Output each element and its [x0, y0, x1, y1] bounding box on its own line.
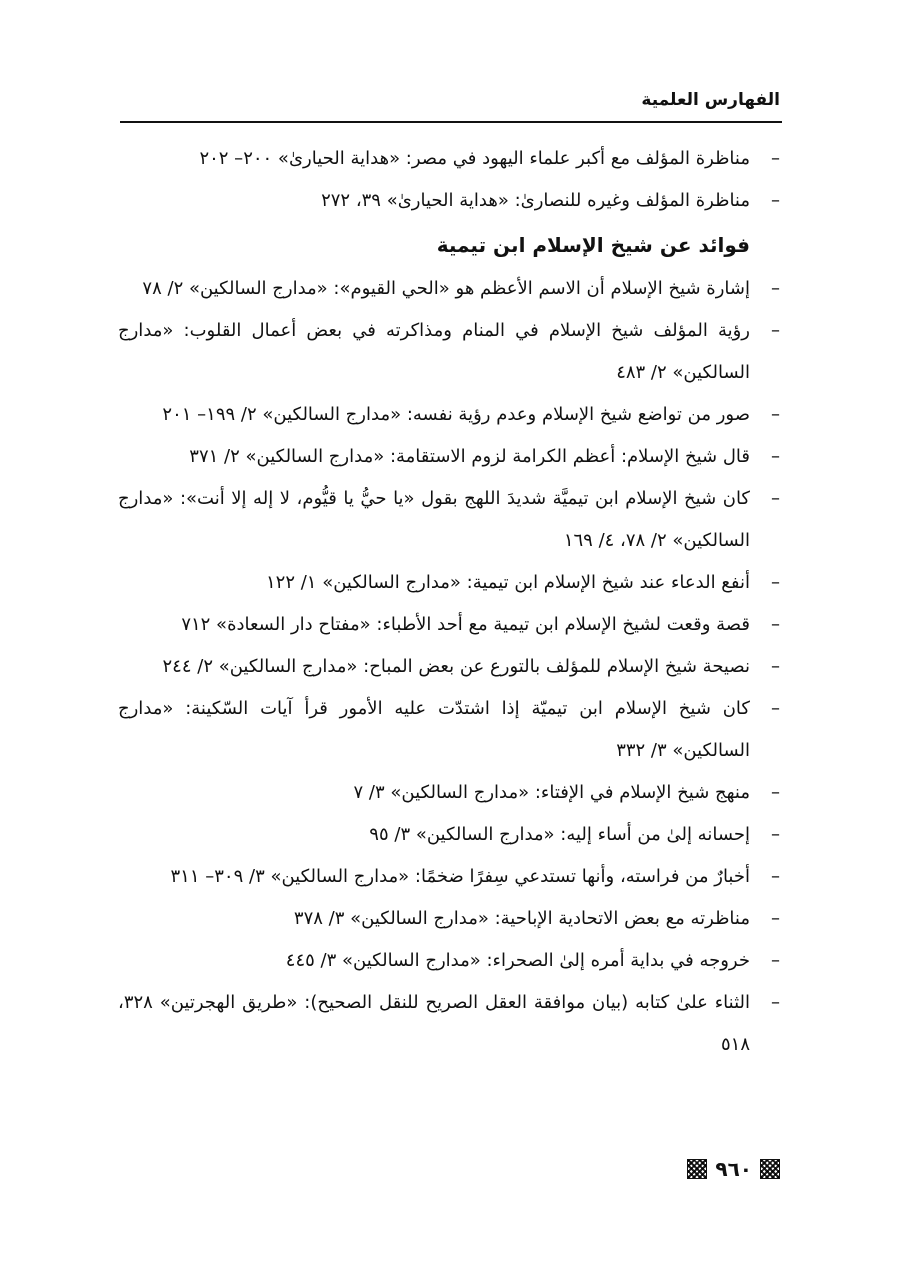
index-entry	[118, 982, 780, 1066]
entry-text: إشارة شيخ الإسلام أن الاسم الأعظم هو «الحي القيوم»: «مدارج السالكين» ٢/ ٧٨	[142, 278, 750, 299]
index-entries	[118, 138, 780, 1066]
index-entry	[118, 436, 780, 478]
index-entry	[118, 268, 780, 310]
section-heading: فوائد عن شيخ الإسلام ابن تيمية	[436, 233, 750, 257]
entry-dash: –	[771, 782, 780, 803]
entry-dash: –	[771, 908, 780, 929]
index-entry	[118, 688, 780, 772]
entry-text: نصيحة شيخ الإسلام للمؤلف بالتورع عن بعض المباح: «مدارج السالكين» ٢/ ٢٤٤	[162, 656, 750, 677]
entry-text: قال شيخ الإسلام: أعظم الكرامة لزوم الاستقامة: «مدارج السالكين» ٢/ ٣٧١	[189, 446, 750, 467]
entry-text: كان شيخ الإسلام ابن تيميّة إذا اشتدّت عليه الأمور قرأ آيات السّكينة: «مدارج السالكين» ٣/ ٣٣٢	[118, 698, 750, 761]
ornament-icon	[760, 1159, 780, 1179]
entry-text: إحسانه إلىٰ من أساء إليه: «مدارج السالكين» ٣/ ٩٥	[369, 824, 750, 845]
ornament-icon	[687, 1159, 707, 1179]
index-entry	[118, 310, 780, 394]
entry-dash: –	[771, 148, 780, 169]
entry-dash: –	[771, 572, 780, 593]
entry-dash: –	[771, 992, 780, 1013]
entry-text: قصة وقعت لشيخ الإسلام ابن تيمية مع أحد الأطباء: «مفتاح دار السعادة» ٧١٢	[181, 614, 750, 635]
index-entry	[118, 940, 780, 982]
entry-dash: –	[771, 446, 780, 467]
entry-text: الثناء علىٰ كتابه (بيان موافقة العقل الصريح للنقل الصحيح): «طريق الهجرتين» ٣٢٨، ٥١٨	[118, 992, 750, 1055]
entry-dash: –	[771, 950, 780, 971]
entry-text: أنفع الدعاء عند شيخ الإسلام ابن تيمية: «مدارج السالكين» ١/ ١٢٢	[265, 572, 750, 593]
entry-dash: –	[771, 614, 780, 635]
entry-dash: –	[771, 190, 780, 211]
entry-text: رؤية المؤلف شيخ الإسلام في المنام ومذاكرته في بعض أعمال القلوب: «مدارج السالكين» ٢/ ٤٨٣	[118, 320, 750, 383]
index-entry	[118, 772, 780, 814]
entry-text: مناظرة المؤلف مع أكبر علماء اليهود في مصر: «هداية الحيارىٰ» ٢٠٠– ٢٠٢	[199, 148, 750, 169]
index-entry	[118, 814, 780, 856]
index-entry	[118, 898, 780, 940]
entry-dash: –	[771, 320, 780, 341]
entry-dash: –	[771, 824, 780, 845]
entry-text: صور من تواضع شيخ الإسلام وعدم رؤية نفسه: «مدارج السالكين» ٢/ ١٩٩– ٢٠١	[162, 404, 750, 425]
entry-text: خروجه في بداية أمره إلىٰ الصحراء: «مدارج السالكين» ٣/ ٤٤٥	[285, 950, 750, 971]
index-entry	[118, 604, 780, 646]
entry-dash: –	[771, 656, 780, 677]
entry-dash: –	[771, 488, 780, 509]
entry-dash: –	[771, 278, 780, 299]
entry-dash: –	[771, 866, 780, 887]
index-entry	[118, 478, 780, 562]
index-entry	[118, 562, 780, 604]
entry-text: مناظرته مع بعض الاتحادية الإباحية: «مدارج السالكين» ٣/ ٣٧٨	[293, 908, 750, 929]
running-header	[120, 88, 780, 118]
index-entry	[118, 394, 780, 436]
entry-dash: –	[771, 404, 780, 425]
header-rule	[120, 121, 782, 123]
index-entry	[118, 180, 780, 222]
entry-dash: –	[771, 698, 780, 719]
entry-text: مناظرة المؤلف وغيره للنصارىٰ: «هداية الحيارىٰ» ٣٩، ٢٧٢	[321, 190, 750, 211]
entry-text: منهج شيخ الإسلام في الإفتاء: «مدارج السالكين» ٣/ ٧	[353, 782, 750, 803]
index-entry	[118, 138, 780, 180]
index-entry	[118, 856, 780, 898]
running-title: الفهارس العلمية	[641, 90, 780, 110]
entry-text: كان شيخ الإسلام ابن تيميَّة شديدَ اللهج بقول «يا حيُّ يا قيُّوم، لا إله إلا أنت»: «مدارج السالكين» ٢/ ٧٨، ٤/ ١٦٩	[118, 488, 750, 551]
page-number: ٩٦٠	[715, 1157, 752, 1181]
page-folio	[687, 1152, 780, 1186]
index-entry	[118, 646, 780, 688]
entry-text: أخبارٌ من فراسته، وأنها تستدعي سِفرًا ضخمًا: «مدارج السالكين» ٣/ ٣٠٩– ٣١١	[170, 866, 750, 887]
